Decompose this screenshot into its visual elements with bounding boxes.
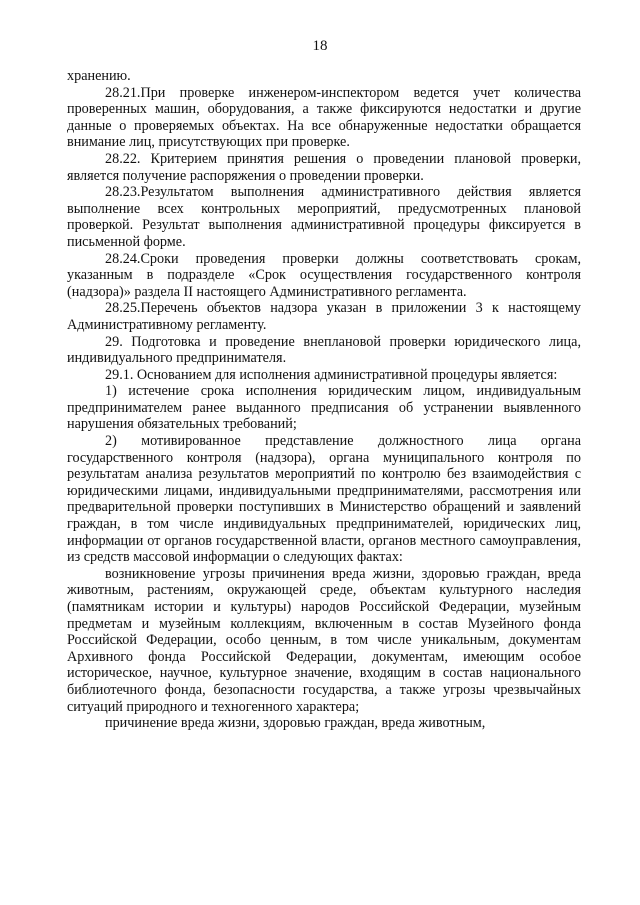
paragraph-28-25: 28.25.Перечень объектов надзора указан в приложении 3 к настоящему Административному регламенту. <box>67 300 581 333</box>
paragraph-28-23: 28.23.Результатом выполнения административного действия является выполнение всех контрольных мероприятий, предусмотренных плановой проверкой. Результат выполнения административной процедуры фиксируется в письменной форме. <box>67 184 581 250</box>
list-item-1: 1) истечение срока исполнения юридическим лицом, индивидуальным предпринимателем ранее выданного предписания об устранении выявленного нарушения обязательных требований; <box>67 383 581 433</box>
list-item-2: 2) мотивированное представление должностного лица органа государственного контроля (надзора), органа муниципального контроля по результатам анализа результатов мероприятий по контролю без взаимодействия с юридическими лицами, индивидуальными предпринимателями, рассмотрения или предварительной проверки поступивших в Министерство обращений и заявлений граждан, в том числе индивидуальных предпринимателей, юридических лиц, информации от органов государственной власти, органов местного самоуправления, из средств массовой информации о следующих фактах: <box>67 433 581 566</box>
page-number: 18 <box>312 38 328 54</box>
fact-causing-harm: причинение вреда жизни, здоровью граждан, вреда животным, <box>105 715 486 732</box>
paragraph-continuation: хранению. <box>67 68 131 84</box>
paragraph-29-1: 29.1. Основанием для исполнения административной процедуры является: <box>105 366 558 383</box>
document-body <box>67 68 581 732</box>
paragraph-28-22: 28.22. Критерием принятия решения о проведении плановой проверки, является получение распоряжения о проведении проверки. <box>67 150 581 184</box>
paragraph-28-21: 28.21.При проверке инженером-инспектором ведется учет количества проверенных машин, оборудования, а также фиксируются недостатки и другие данные о проверяемых объектах. На все обнаруженные недостатки обращается внимание лиц, присутствующих при проверке. <box>67 84 581 151</box>
fact-threat-of-harm: возникновение угрозы причинения вреда жизни, здоровью граждан, вреда животным, растениям, окружающей среде, объектам культурного наследия (памятникам истории и культуры) народов Российской Федерации, музейным предметам и музейным коллекциям, включенным в состав Музейного фонда Российской Федерации, особо ценным, в том числе уникальным, документам Архивного фонда Российской Федерации, документам, имеющим особое историческое, научное, культурное значение, входящим в состав национального библиотечного фонда, безопасности государства, а также угрозы чрезвычайных ситуаций природного и техногенного характера; <box>67 565 581 715</box>
paragraph-29: 29. Подготовка и проведение внеплановой проверки юридического лица, индивидуального предпринимателя. <box>67 333 581 367</box>
paragraph-28-24: 28.24.Сроки проведения проверки должны соответствовать срокам, указанным в подразделе «Срок осуществления государственного контроля (надзора)» раздела II настоящего Административного регламента. <box>67 250 581 300</box>
